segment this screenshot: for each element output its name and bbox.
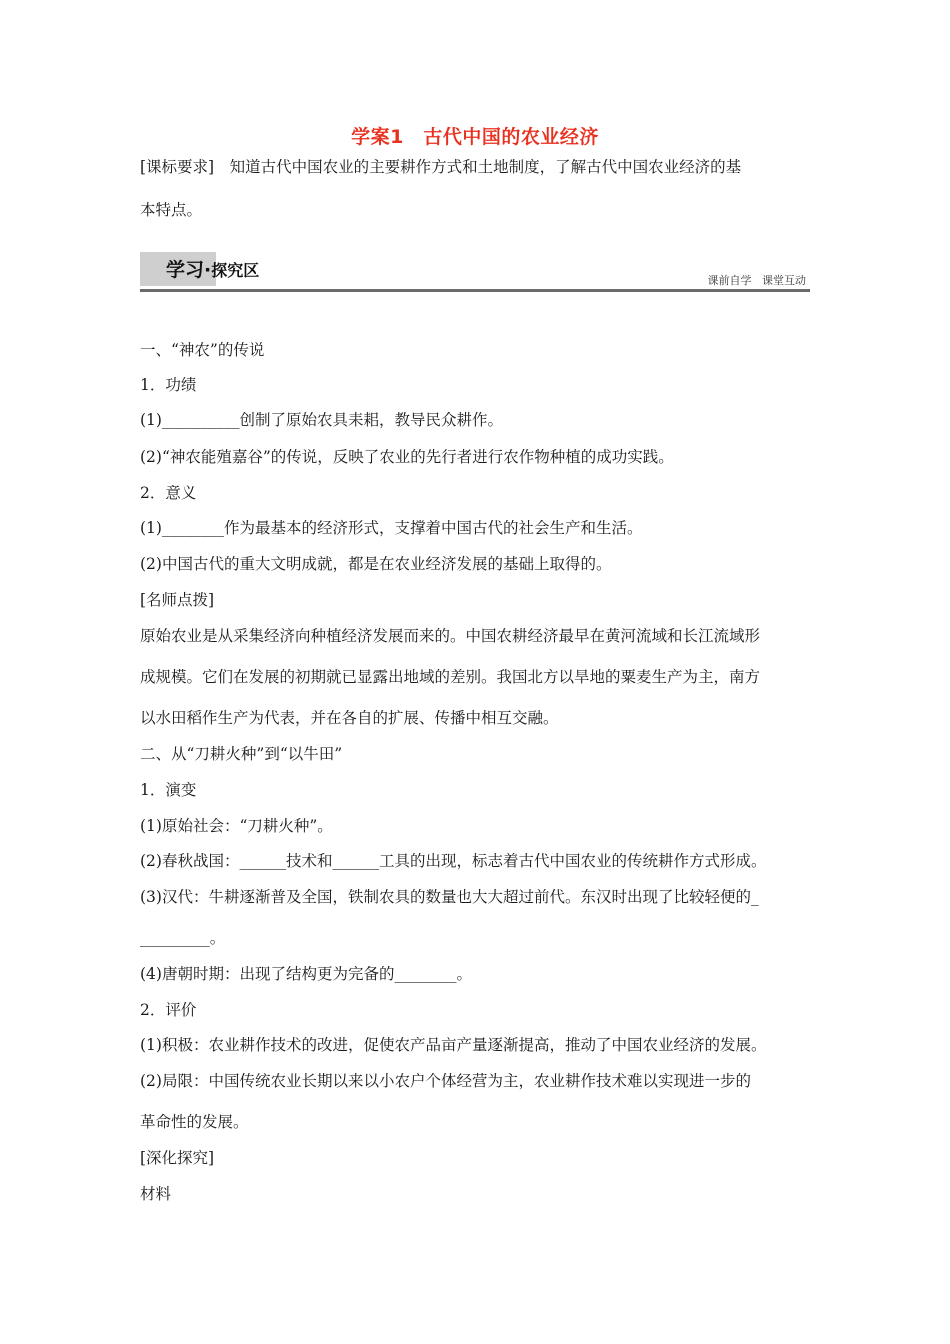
banner-main: 学习 xyxy=(166,259,205,281)
requirement-text: 知道古代中国农业的主要耕作方式和土地制度，了解古代中国农业经济的基 xyxy=(214,158,742,176)
banner-sub: 探究区 xyxy=(211,261,260,280)
banner-label xyxy=(166,255,259,282)
body-line: 成规模。它们在发展的初期就已显露出地域的差别。我国北方以旱地的粟麦生产为主，南方 xyxy=(140,668,761,686)
body-line: (2)“神农能殖嘉谷”的传说，反映了农业的先行者进行农作物种植的成功实践。 xyxy=(140,448,674,466)
body-line: (1)__________创制了原始农具耒耜，教导民众耕作。 xyxy=(140,411,503,429)
subheading: 1．功绩 xyxy=(140,376,197,394)
note-heading: [深化探究] xyxy=(140,1149,215,1167)
section-heading: 一、“神农”的传说 xyxy=(140,341,265,359)
material-label: 材料 xyxy=(140,1185,172,1203)
banner-right-2: 课堂互动 xyxy=(762,274,806,287)
subheading: 2．意义 xyxy=(140,484,197,502)
subheading: 1．演变 xyxy=(140,781,197,799)
requirement-tag: [课标要求] xyxy=(140,158,215,176)
body-line: (1)积极：农业耕作技术的改进，促使农产品亩产量逐渐提高，推动了中国农业经济的发展。 xyxy=(140,1036,767,1054)
body-line: 以水田稻作生产为代表，并在各自的扩展、传播中相互交融。 xyxy=(140,709,559,727)
banner-dot: · xyxy=(204,259,212,281)
banner-rule xyxy=(140,289,810,292)
body-line: 原始农业是从采集经济向种植经济发展而来的。中国农耕经济最早在黄河流域和长江流域形 xyxy=(140,627,761,645)
banner-right-text xyxy=(708,272,807,288)
body-line: (4)唐朝时期：出现了结构更为完备的________。 xyxy=(140,965,472,983)
body-line: (2)中国古代的重大文明成就，都是在农业经济发展的基础上取得的。 xyxy=(140,555,612,573)
body-line: (2)局限：中国传统农业长期以来以小农户个体经营为主，农业耕作技术难以实现进一步的 xyxy=(140,1072,751,1090)
body-line: (1)________作为最基本的经济形式，支撑着中国古代的社会生产和生活。 xyxy=(140,519,643,537)
section-banner xyxy=(140,246,810,292)
subheading: 2．评价 xyxy=(140,1001,197,1019)
body-line: (1)原始社会：“刀耕火种”。 xyxy=(140,817,333,835)
requirement-line-1 xyxy=(140,146,812,189)
course-requirement xyxy=(140,146,812,232)
body-line: (2)春秋战国：______技术和______工具的出现，标志着古代中国农业的传统耕作方式形成。 xyxy=(140,852,767,870)
body-line: (3)汉代：牛耕逐渐普及全国，铁制农具的数量也大大超过前代。东汉时出现了比较轻便的_ xyxy=(140,888,759,906)
requirement-line-2: 本特点。 xyxy=(140,201,203,219)
banner-right-1: 课前自学 xyxy=(707,274,752,287)
body-line: _________。 xyxy=(140,929,226,947)
page-title: 学案1 古代中国的农业经济 xyxy=(351,126,599,148)
note-heading: [名师点拨] xyxy=(140,591,215,609)
body-line: 革命性的发展。 xyxy=(140,1113,249,1131)
section-heading: 二、从“刀耕火种”到“以牛田” xyxy=(140,745,343,763)
